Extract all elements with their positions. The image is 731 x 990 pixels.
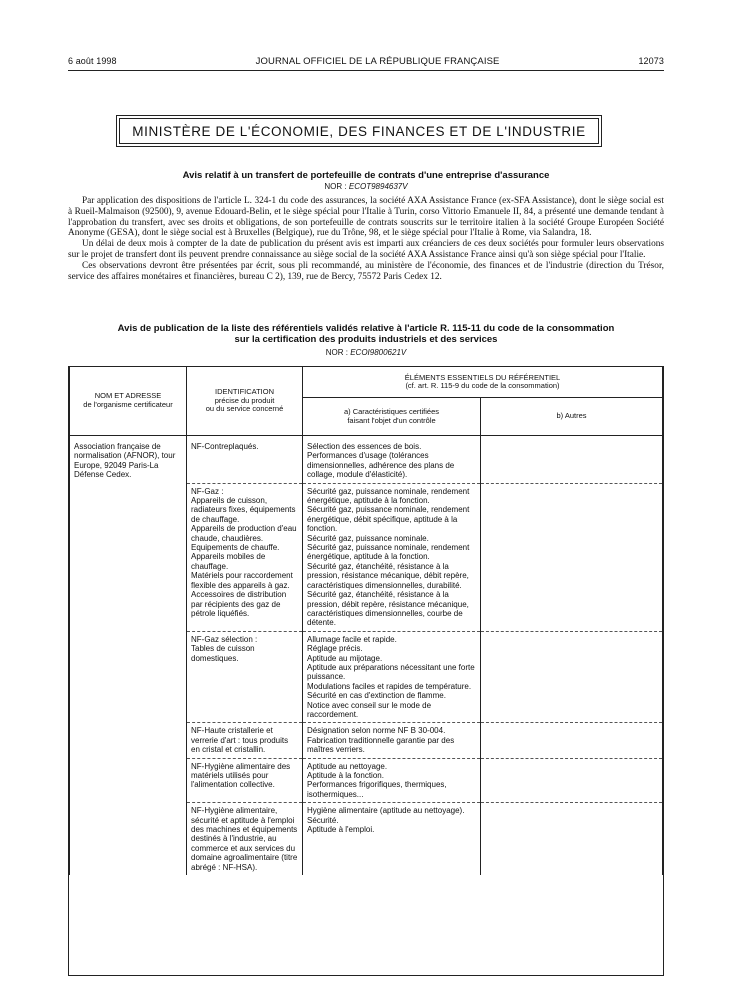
avis1-body bbox=[68, 196, 664, 282]
avis1-paragraph: Ces observations devront être présentées par écrit, sous pli recommandé, au ministère de l'économie, des finances et de l'industrie (direction du Trésor, service des affaires monétaires et financières, bureau C 2), 139, rue de Bercy, 75572 Paris Cedex 12. bbox=[68, 260, 664, 282]
header-organism: NOM ET ADRESSE de l'organisme certificateur bbox=[70, 367, 187, 436]
characteristic-line: Aptitude à la fonction. bbox=[307, 771, 384, 780]
avis1-nor-label: NOR : bbox=[324, 182, 347, 191]
characteristics-cell bbox=[303, 631, 481, 723]
avis2-nor bbox=[68, 348, 664, 357]
characteristic-line: Sécurité gaz, puissance nominale, rendement énergétique, aptitude à la fonction. bbox=[307, 543, 470, 562]
running-header bbox=[68, 56, 664, 67]
others-cell bbox=[481, 436, 663, 484]
characteristic-line: Allumage facile et rapide. bbox=[307, 634, 397, 644]
product-line: NF-Contreplaqués. bbox=[191, 442, 259, 451]
characteristic-line: Aptitude au nettoyage. bbox=[307, 761, 388, 771]
characteristic-line: Fabrication traditionnelle garantie par des maîtres verriers. bbox=[307, 735, 455, 755]
product-line: NF-Gaz sélection : bbox=[191, 634, 258, 644]
organism-cell: Association française de normalisation (AFNOR), tour Europe, 92049 Paris-La Défense Cedex. bbox=[70, 436, 187, 876]
header-essential-elements: ÉLÉMENTS ESSENTIELS DU RÉFÉRENTIEL (cf. art. R. 115-9 du code de la consommation) bbox=[303, 367, 663, 398]
product-line: Accessoires de distribution par récipients des gaz de pétrole liquéfiés. bbox=[191, 590, 287, 618]
characteristic-line: Sécurité gaz, étanchéité, résistance à la pression, résistance mécanique, débit repère, caractéristiques dimensionnelles, durabilité. bbox=[307, 561, 469, 590]
characteristic-line: Sécurité gaz, étanchéité, résistance à la pression, débit repère, résistance mécanique, caractéristiques dimensionnelles, courbe de détente. bbox=[307, 590, 469, 628]
characteristics-cell bbox=[303, 723, 481, 758]
product-cell bbox=[187, 758, 303, 803]
characteristic-line: Sécurité. bbox=[307, 815, 339, 825]
header-others: b) Autres bbox=[481, 398, 663, 436]
avis1-title: Avis relatif à un transfert de portefeuille de contrats d'une entreprise d'assurance bbox=[182, 170, 550, 181]
characteristic-line: Aptitude aux préparations nécessitant une forte puissance. bbox=[307, 662, 475, 682]
avis2-nor-code: ECOI9800621V bbox=[350, 348, 407, 357]
product-line: NF-Hygiène alimentaire, sécurité et aptitude à l'emploi des machines et équipements destinés à l'industrie, au commerce et aux services du domaine agroalimentaire (titre abrégé : NF-HSA). bbox=[191, 806, 298, 872]
header-product: IDENTIFICATION précise du produit ou du service concerné bbox=[187, 367, 303, 436]
characteristic-line: Modulations faciles et rapides de température. bbox=[307, 681, 472, 691]
table-body bbox=[70, 436, 663, 876]
characteristic-line: Sécurité gaz, puissance nominale, rendement énergétique, aptitude à la fonction. bbox=[307, 486, 470, 506]
characteristic-line: Notice avec conseil sur le mode de raccordement. bbox=[307, 700, 432, 719]
product-cell bbox=[187, 723, 303, 758]
avis2-nor-label: NOR : bbox=[325, 348, 348, 357]
characteristic-line: Performances frigorifiques, thermiques, isothermiques... bbox=[307, 780, 447, 799]
product-line: Appareils mobiles de chauffage. bbox=[191, 552, 266, 571]
others-cell bbox=[481, 803, 663, 875]
product-line: Tables de cuisson domestiques. bbox=[191, 644, 255, 663]
characteristics-cell bbox=[303, 436, 481, 484]
product-line: NF-Hygiène alimentaire des matériels utilisés pour l'alimentation collective. bbox=[191, 761, 291, 790]
header-date: 6 août 1998 bbox=[68, 56, 117, 66]
product-line: Appareils de production d'eau chaude, chaudières. bbox=[191, 524, 297, 543]
characteristic-line: Sécurité gaz, puissance nominale. bbox=[307, 533, 429, 543]
product-cell bbox=[187, 483, 303, 631]
table-row bbox=[70, 436, 663, 484]
product-line: NF-Haute cristallerie et verrerie d'art : tous produits en cristal et cristallin. bbox=[191, 726, 289, 755]
avis1-paragraph: Un délai de deux mois à compter de la date de publication du présent avis est imparti aux créanciers de ces deux sociétés pour formuler leurs observations sur le projet de transfert dont ils peuvent prendre connaissance au siège social de la société AXA Assistance France ainsi qu'à son siège spécial pour l'Italie. bbox=[68, 239, 664, 260]
product-cell bbox=[187, 631, 303, 723]
ministry-title: MINISTÈRE DE L'ÉCONOMIE, DES FINANCES ET DE L'INDUSTRIE bbox=[132, 123, 586, 139]
avis2-title-line1: Avis de publication de la liste des référentiels validés relative à l'article R. 115-11 du code de la consommation bbox=[117, 323, 615, 334]
others-cell bbox=[481, 631, 663, 723]
avis1-nor bbox=[68, 182, 664, 191]
product-cell bbox=[187, 436, 303, 484]
product-cell bbox=[187, 803, 303, 875]
ministry-banner bbox=[119, 118, 599, 144]
referentiels-table bbox=[68, 366, 664, 976]
others-cell bbox=[481, 483, 663, 631]
characteristic-line: Désignation selon norme NF B 30-004. bbox=[307, 726, 446, 736]
characteristic-line: Aptitude à l'emploi. bbox=[307, 825, 375, 835]
header-page-number: 12073 bbox=[638, 56, 664, 66]
product-line: Matériels pour raccordement flexible des appareils à gaz. bbox=[191, 571, 293, 590]
header-characteristics: a) Caractéristiques certifiées faisant l'objet d'un contrôle bbox=[303, 398, 481, 436]
characteristics-cell bbox=[303, 758, 481, 803]
avis2-title-line2: sur la certification des produits industriels et des services bbox=[234, 334, 498, 345]
characteristic-line: Sélection des essences de bois. bbox=[307, 442, 422, 451]
product-line: Equipements de chauffe. bbox=[191, 543, 280, 553]
characteristics-cell bbox=[303, 483, 481, 631]
avis1-nor-code: ECOT9894637V bbox=[348, 182, 408, 191]
characteristic-line: Sécurité gaz, puissance nominale, rendement énergétique, débit spécifique, aptitude à la fonction. bbox=[307, 505, 470, 534]
characteristic-line: Performances d'usage (tolérances dimensionnelles, adhérence des plans de collage, module d'élasticité). bbox=[307, 451, 455, 480]
avis1-paragraph: Par application des dispositions de l'article L. 324-1 du code des assurances, la société AXA Assistance France (ex-SFA Assistance), dont le siège social est à Rueil-Malmaison (92500), 9, avenue Edouard-Belin, et le siège spécial pour l'Italie à Turin, corso Vittorio Emanuele II, 84, a présenté une demande tendant à l'approbation du transfert, avec ses droits et obligations, de son portefeuille de contrats souscrits sur le territoire italien à la société Groupe Européen Société Anonyme (GESA), dont le siège social est à Bruxelles (Belgique), rue du Trône, 98, et le siège spécial pour l'Italie à Rome, via Salandra, 18. bbox=[68, 196, 664, 239]
header-rule bbox=[68, 70, 664, 71]
characteristic-line: Sécurité en cas d'extinction de flamme. bbox=[307, 691, 446, 701]
others-cell bbox=[481, 723, 663, 758]
product-line: Appareils de cuisson, radiateurs fixes, équipements de chauffage. bbox=[191, 496, 296, 524]
characteristics-cell bbox=[303, 803, 481, 875]
others-cell bbox=[481, 758, 663, 803]
characteristic-line: Aptitude au mijotage. bbox=[307, 653, 383, 663]
header-journal-title: JOURNAL OFFICIEL DE LA RÉPUBLIQUE FRANÇAISE bbox=[255, 56, 500, 67]
product-line: NF-Gaz : bbox=[191, 486, 224, 496]
characteristic-line: Hygiène alimentaire (aptitude au nettoyage). bbox=[307, 806, 465, 816]
avis2-title bbox=[68, 323, 664, 345]
characteristic-line: Réglage précis. bbox=[307, 644, 363, 654]
